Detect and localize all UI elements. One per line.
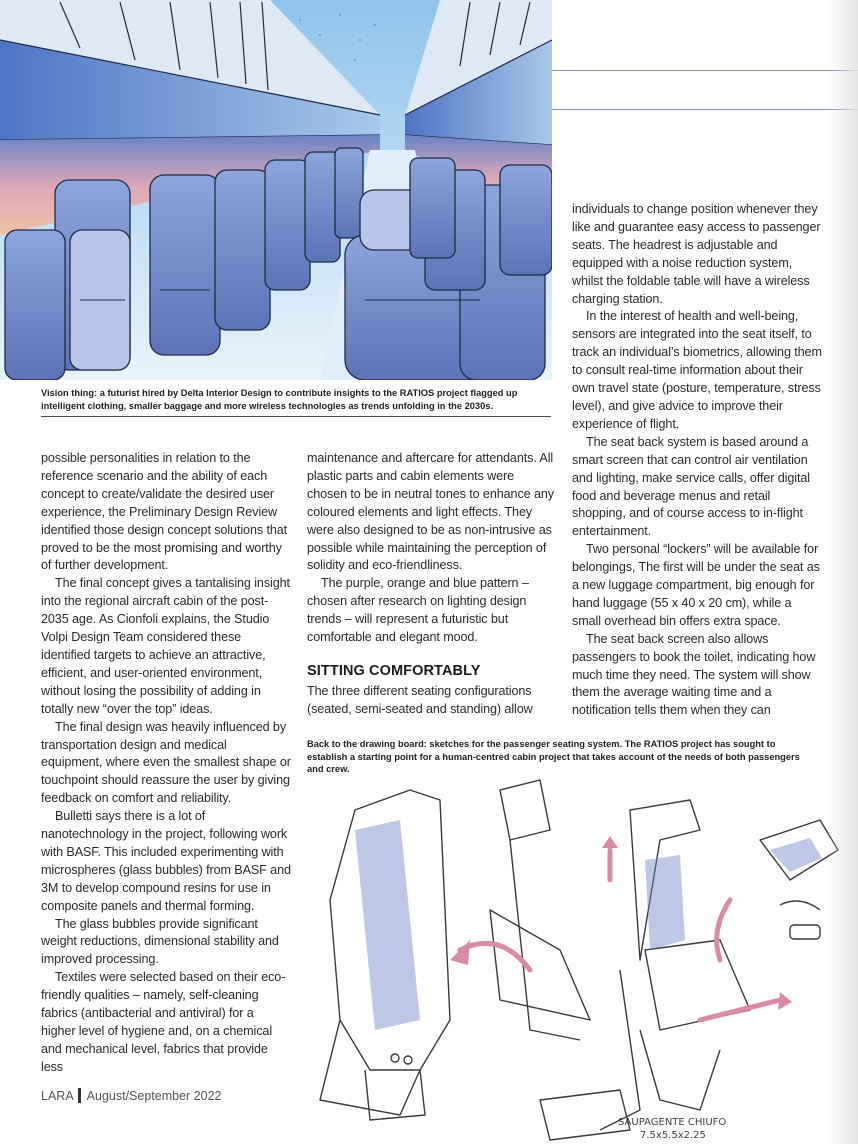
caption-bottom: Back to the drawing board: sketches for the passenger seating system. The RATIOS project has sought to establish a starting point for a human-centred cabin project that takes account of the needs of both passengers and crew.: [307, 739, 800, 774]
publication-name: LARA: [41, 1088, 74, 1103]
column-1: [41, 450, 291, 1077]
seat-sketches: [300, 770, 840, 1144]
paragraph: The purple, orange and blue pattern – chosen after research on lighting design trends – will represent a futuristic but comfortable and elegant mood.: [307, 576, 529, 645]
rule-line: [552, 109, 858, 110]
page-gutter-shadow: [828, 0, 858, 1144]
paragraph: Two personal “lockers” will be available for belongings, The first will be under the seat as a new luggage compartment, big enough for hand luggage (55 x 40 x 20 cm), while a small overhead bin offers extra space.: [572, 542, 820, 628]
decorative-rules: [552, 0, 858, 130]
rule-line: [552, 70, 858, 71]
paragraph: The final concept gives a tantalising insight into the regional aircraft cabin of the post-2035 age. As Cionfoli explains, the Studio Volpi Design Team considered these identified targets to achieve an attractive, efficient, and user-oriented environment, without losing the possibility of adding in totally new “over the top” ideas.: [41, 576, 290, 716]
caption-divider: [41, 416, 551, 417]
paragraph: Textiles were selected based on their eco-friendly qualities – namely, self-cleaning fabrics (antibacterial and antiviral) for a higher level of hygiene and, on a chemical and mechanical level, fabrics that provide less: [41, 970, 286, 1074]
paragraph: In the interest of health and well-being, sensors are integrated into the seat itself, to track an individual’s biometrics, allowing them to consult real-time information about their own travel state (posture, temperature, stress level), and give advice to improve their experience of flight.: [572, 309, 822, 431]
sketch-note-1: SAUPAGENTE CHIUFO: [618, 1117, 727, 1128]
paragraph: possible personalities in relation to the reference scenario and the ability of each concept to create/validate the desired user experience, the Preliminary Design Review identified those design concept solutions that proved to be the most promising and worthy of further development.: [41, 451, 288, 573]
paragraph: The final design was heavily influenced by transportation design and medical equipment, where even the smallest shape or touchpoint should reassure the user by giving feedback on comfort and reliability.: [41, 719, 291, 806]
column-3: [572, 201, 822, 720]
paragraph: maintenance and aftercare for attendants. All plastic parts and cabin elements were chosen to be in neutral tones to enhance any coloured elements and light effects. They were also designed to be as non-intrusive as possible while maintaining the perception of solidity and eco-friendliness.: [307, 451, 554, 573]
paragraph: The seat back screen also allows passengers to book the toilet, indicating how much time they need. The system will show them the average waiting time and a notification tells them when they can: [572, 631, 816, 718]
paragraph: The seat back system is based around a smart screen that can control air ventilation and lighting, make service calls, offer digital food and beverage menus and retail shopping, and of course access to in-flight entertainment.: [572, 434, 810, 539]
cabin-interior-illustration: [0, 0, 552, 380]
sketch-note-2: 7.5x5.5x2.25: [640, 1130, 706, 1141]
paragraph: The three different seating configurations (seated, semi-seated and standing) allow: [307, 683, 533, 716]
footer-divider: [78, 1088, 81, 1103]
page-footer: [41, 1088, 221, 1103]
paragraph: individuals to change position whenever they like and guarantee easy access to passenger seats. The headrest is adjustable and equipped with a noise reduction system, whilst the foldable table will have a wireless charging station.: [572, 202, 821, 306]
caption-top: Vision thing: a futurist hired by Delta Interior Design to contribute insights to the RATIOS project flagged up intelligent clothing, smaller baggage and more wireless technologies as trends unfolding in the 2030s.: [41, 388, 518, 411]
issue-date: August/September 2022: [86, 1088, 222, 1103]
paragraph: Bulletti says there is a lot of nanotechnology in the project, following work with BASF. This included experimenting with microspheres (glass bubbles) from BASF and 3M to develop compound resins for use in composite panels and thermal forming.: [41, 809, 291, 913]
paragraph: The glass bubbles provide significant weight reductions, dimensional stability and improved processing.: [41, 916, 279, 967]
section-heading: SITTING COMFORTABLY: [307, 662, 481, 679]
column-2: [307, 450, 557, 719]
